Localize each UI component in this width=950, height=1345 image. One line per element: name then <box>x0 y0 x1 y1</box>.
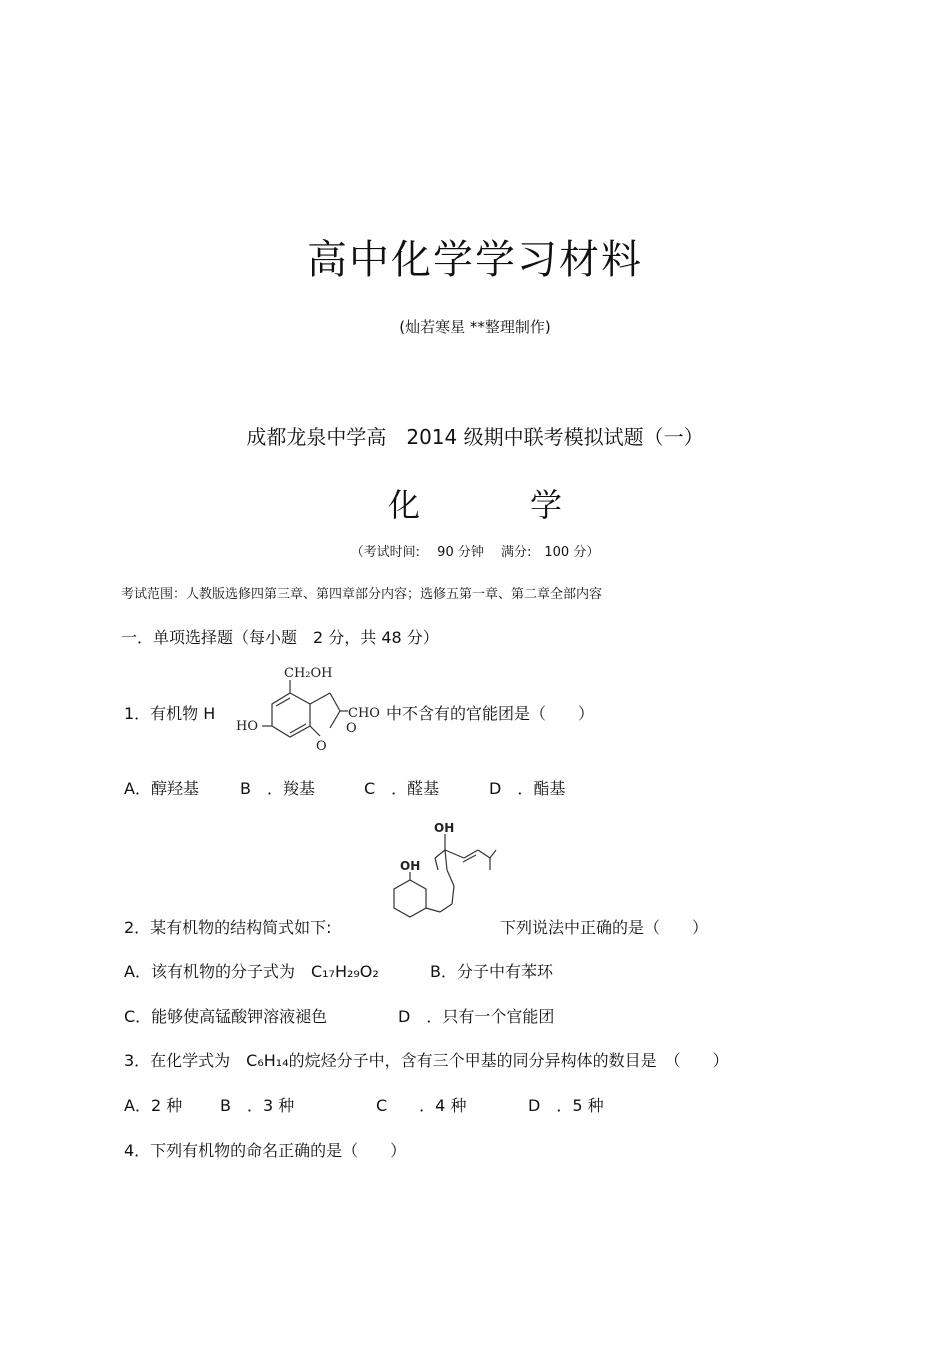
q1-option-b: B ．羧基 <box>240 779 315 798</box>
q1-option-d: D ．酯基 <box>489 779 566 798</box>
q2-prefix: 2．某有机物的结构简式如下: <box>124 918 332 937</box>
exam-title: 成都龙泉中学高 2014 级期中联考模拟试题（一） <box>246 425 704 449</box>
subject-heading <box>0 480 950 526</box>
subject-left-char: 化 <box>387 486 420 524</box>
q1-molecule-structure <box>232 666 382 756</box>
q2-option-c: C．能够使高锰酸钾溶液褪色 <box>124 1007 328 1026</box>
main-title: 高中化学学习材料 <box>307 237 643 283</box>
q1-mol-label-cho: CHO <box>348 706 380 721</box>
q2-suffix: 下列说法中正确的是（ ） <box>500 918 709 937</box>
q1-mol-label-ho: HO <box>236 719 258 734</box>
q3-option-d: D ．5 种 <box>528 1096 604 1115</box>
q1-mol-label-ch2oh: CH₂OH <box>284 666 333 681</box>
q3-option-b: B ．3 种 <box>220 1096 295 1115</box>
section-heading: 一．单项选择题（每小题 2 分，共 48 分） <box>121 628 439 647</box>
q1-prefix: 1．有机物 H <box>124 704 216 723</box>
q1-suffix: 中不含有的官能团是（ ） <box>386 704 595 723</box>
q2-option-d: D ．只有一个官能团 <box>398 1007 555 1026</box>
q2-option-a: A．该有机物的分子式为 C₁₇H₂₉O₂ <box>124 962 379 981</box>
q2-option-b: B．分子中有苯环 <box>430 962 553 981</box>
exam-info: （考试时间: 90 分钟 满分: 100 分） <box>350 545 600 560</box>
subtitle: (灿若寒星 **整理制作) <box>399 318 551 336</box>
subject-right-char: 学 <box>530 486 563 524</box>
q1-mol-label-carbonyl-o: O <box>346 721 357 736</box>
exam-scope: 考试范围：人教版选修四第三章、第四章部分内容；选修五第一章、第二章全部内容 <box>121 587 603 602</box>
q3-stem: 3．在化学式为 C₆H₁₄的烷烃分子中，含有三个甲基的同分异构体的数目是 （ ） <box>124 1051 729 1070</box>
q1-mol-label-ring-o: O <box>316 739 327 754</box>
q3-option-a: A．2 种 <box>124 1096 183 1115</box>
q3-option-c: C ．4 种 <box>376 1096 467 1115</box>
q2-molecule-structure <box>380 820 500 932</box>
q2-mol-label-oh-top: OH <box>434 821 455 835</box>
q4-stem: 4．下列有机物的命名正确的是（ ） <box>124 1141 407 1160</box>
q1-option-a: A．醇羟基 <box>124 779 199 798</box>
q2-mol-label-oh-ring: OH <box>400 859 421 873</box>
q1-option-c: C ．醛基 <box>364 779 440 798</box>
